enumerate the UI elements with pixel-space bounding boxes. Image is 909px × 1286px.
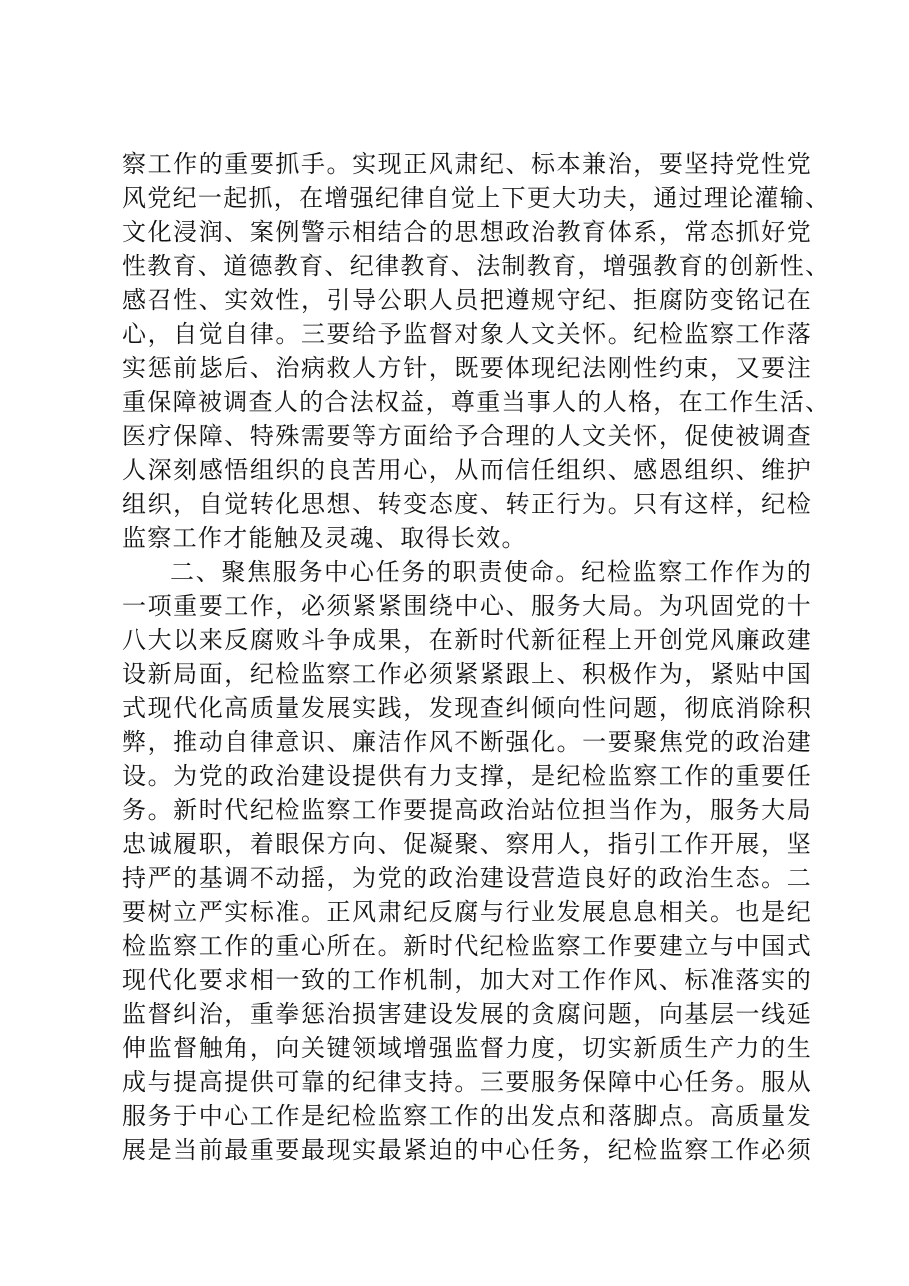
text-line: 持严的基调不动摇，为党的政治建设营造良好的政治生态。二	[122, 864, 812, 892]
text-line: 人深刻感悟组织的良苦用心，从而信任组织、感恩组织、维护	[122, 456, 812, 484]
text-line: 医疗保障、特殊需要等方面给予合理的人文关怀，促使被调查	[122, 422, 812, 450]
text-line: 察工作的重要抓手。实现正风肃纪、标本兼治，要坚持党性党	[122, 150, 812, 178]
text-line: 展是当前最重要最现实最紧迫的中心任务，纪检监察工作必须	[122, 1136, 812, 1164]
text-line: 重保障被调查人的合法权益，尊重当事人的人格，在工作生活、	[122, 388, 831, 416]
text-line: 服务于中心工作是纪检监察工作的出发点和落脚点。高质量发	[122, 1102, 812, 1130]
text-line: 心，自觉自律。三要给予监督对象人文关怀。纪检监察工作落	[122, 320, 812, 348]
text-line: 弊，推动自律意识、廉洁作风不断强化。一要聚焦党的政治建	[122, 728, 812, 756]
text-line: 八大以来反腐败斗争成果，在新时代新征程上开创党风廉政建	[122, 626, 812, 654]
text-line: 监督纠治，重拳惩治损害建设发展的贪腐问题，向基层一线延	[122, 1000, 812, 1028]
text-line: 风党纪一起抓，在增强纪律自觉上下更大功夫，通过理论灌输、	[122, 184, 831, 212]
section-heading-line: 二、聚焦服务中心任务的职责使命。纪检监察工作作为的	[170, 558, 812, 586]
body-text	[122, 147, 831, 1167]
text-line: 忠诚履职，着眼保方向、促凝聚、察用人，指引工作开展，坚	[122, 830, 812, 858]
text-line: 设新局面，纪检监察工作必须紧紧跟上、积极作为，紧贴中国	[122, 660, 812, 688]
text-line: 伸监督触角，向关键领域增强监督力度，切实新质生产力的生	[122, 1034, 812, 1062]
text-line: 性教育、道德教育、纪律教育、法制教育，增强教育的创新性、	[122, 252, 831, 280]
text-line: 感召性、实效性，引导公职人员把遵规守纪、拒腐防变铭记在	[122, 286, 812, 314]
paragraph-end-line: 监察工作才能触及灵魂、取得长效。	[122, 524, 527, 552]
text-line: 现代化要求相一致的工作机制，加大对工作作风、标准落实的	[122, 966, 812, 994]
text-line: 检监察工作的重心所在。新时代纪检监察工作要建立与中国式	[122, 932, 812, 960]
text-line: 组织，自觉转化思想、转变态度、转正行为。只有这样，纪检	[122, 490, 812, 518]
text-line: 实惩前毖后、治病救人方针，既要体现纪法刚性约束，又要注	[122, 354, 812, 382]
text-line: 成与提高提供可靠的纪律支持。三要服务保障中心任务。服从	[122, 1068, 812, 1096]
text-line: 设。为党的政治建设提供有力支撑，是纪检监察工作的重要任	[122, 762, 812, 790]
text-line: 要树立严实标准。正风肃纪反腐与行业发展息息相关。也是纪	[122, 898, 812, 926]
text-line: 一项重要工作，必须紧紧围绕中心、服务大局。为巩固党的十	[122, 592, 812, 620]
text-line: 文化浸润、案例警示相结合的思想政治教育体系，常态抓好党	[122, 218, 812, 246]
text-line: 务。新时代纪检监察工作要提高政治站位担当作为，服务大局	[122, 796, 812, 824]
text-line: 式现代化高质量发展实践，发现查纠倾向性问题，彻底消除积	[122, 694, 812, 722]
